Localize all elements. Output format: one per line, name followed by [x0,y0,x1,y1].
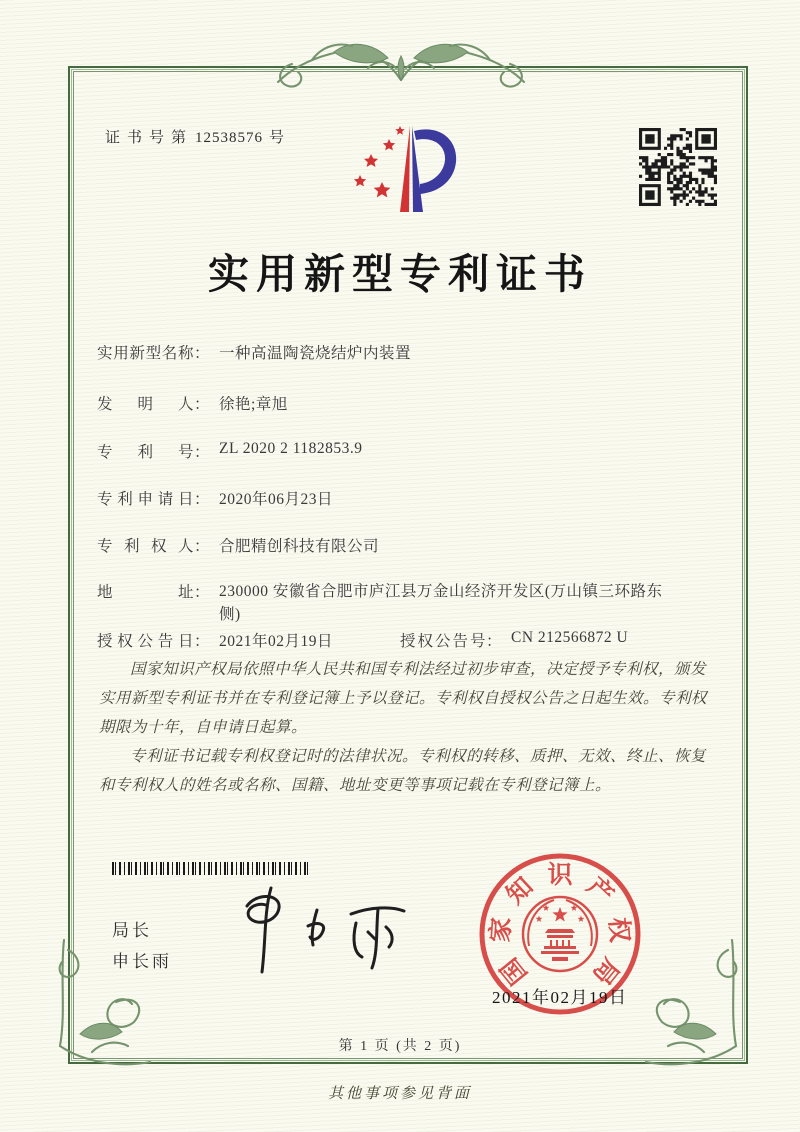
field-label: 专利权人 [97,538,194,555]
field-colon: ： [486,633,503,650]
cnipa-logo-icon [348,118,462,224]
barcode [112,862,308,875]
field-colon: ： [194,491,211,508]
svg-text:局: 局 [587,952,624,990]
field-colon: ： [194,444,211,461]
field-row-address [97,580,713,626]
certificate-number-prefix: 证书号第 [105,130,194,146]
field-value: 一种高温陶瓷烧结炉内装置 [219,345,412,362]
svg-text:权: 权 [604,916,633,944]
field-row-inventor [97,392,713,414]
svg-text:知: 知 [501,872,539,910]
grant-number-group [400,629,628,651]
seal-date: 2021年02月19日 [492,988,628,1007]
grant-date-label: 授权公告日 [97,633,194,650]
field-row-patentee [97,534,713,556]
field-label: 实用新型名称 [97,345,194,362]
legal-text [99,655,711,800]
back-note: 其他事项参见背面 [327,1086,472,1102]
page-indicator: 第 1 页 (共 2 页) [338,1039,462,1054]
qr-code [639,128,717,206]
legal-paragraph-1: 国家知识产权局依照中华人民共和国专利法经过初步审查，决定授予专利权，颁发实用新型专利证书并在专利登记簿上予以登记。专利权自授权公告之日起生效。专利权期限为十年，自申请日起算。 [99,661,708,736]
field-colon: ： [194,396,211,413]
field-row-filing-date [97,487,713,509]
field-value: 徐艳;章旭 [219,396,288,413]
svg-text:产: 产 [581,872,619,910]
certificate-number [105,126,284,147]
certificate-number-value: 12538576 [195,130,264,146]
field-row-grant [97,629,713,651]
field-value: 合肥精创科技有限公司 [219,538,380,555]
field-value: ZL 2020 2 1182853.9 [219,440,363,457]
certificate-number-suffix: 号 [269,130,285,146]
director-role: 局长 [112,921,152,940]
director-name: 申长雨 [112,952,172,971]
svg-text:识: 识 [547,862,573,889]
grant-date-value: 2021年02月19日 [219,633,334,650]
field-colon: ： [194,538,211,555]
field-row-name [97,341,713,363]
field-label: 专利申请日 [97,491,194,508]
field-label: 地址 [97,584,194,601]
field-label: 专利号 [97,444,194,461]
legal-paragraph-2: 专利证书记载专利权登记时的法律状况。专利权的转移、质押、无效、终止、恢复和专利权人的姓名或名称、国籍、地址变更等事项记载在专利登记簿上。 [99,748,707,794]
field-value: 230000 安徽省合肥市庐江县万金山经济开发区(万山镇三环路东侧) [219,583,663,623]
svg-text:国: 国 [496,952,533,990]
field-colon: ： [194,345,211,362]
field-colon: ： [194,633,211,650]
field-row-patent-number [97,440,713,462]
grant-number-label: 授权公告号 [400,633,486,650]
grant-number-value: CN 212566872 U [511,629,629,646]
field-value: 2020年06月23日 [219,491,334,508]
svg-text:家: 家 [487,916,516,944]
field-colon: ： [194,584,211,601]
director-signature [225,878,420,980]
field-label: 发明人 [97,396,194,413]
certificate-title: 实用新型专利证书 [208,251,592,297]
